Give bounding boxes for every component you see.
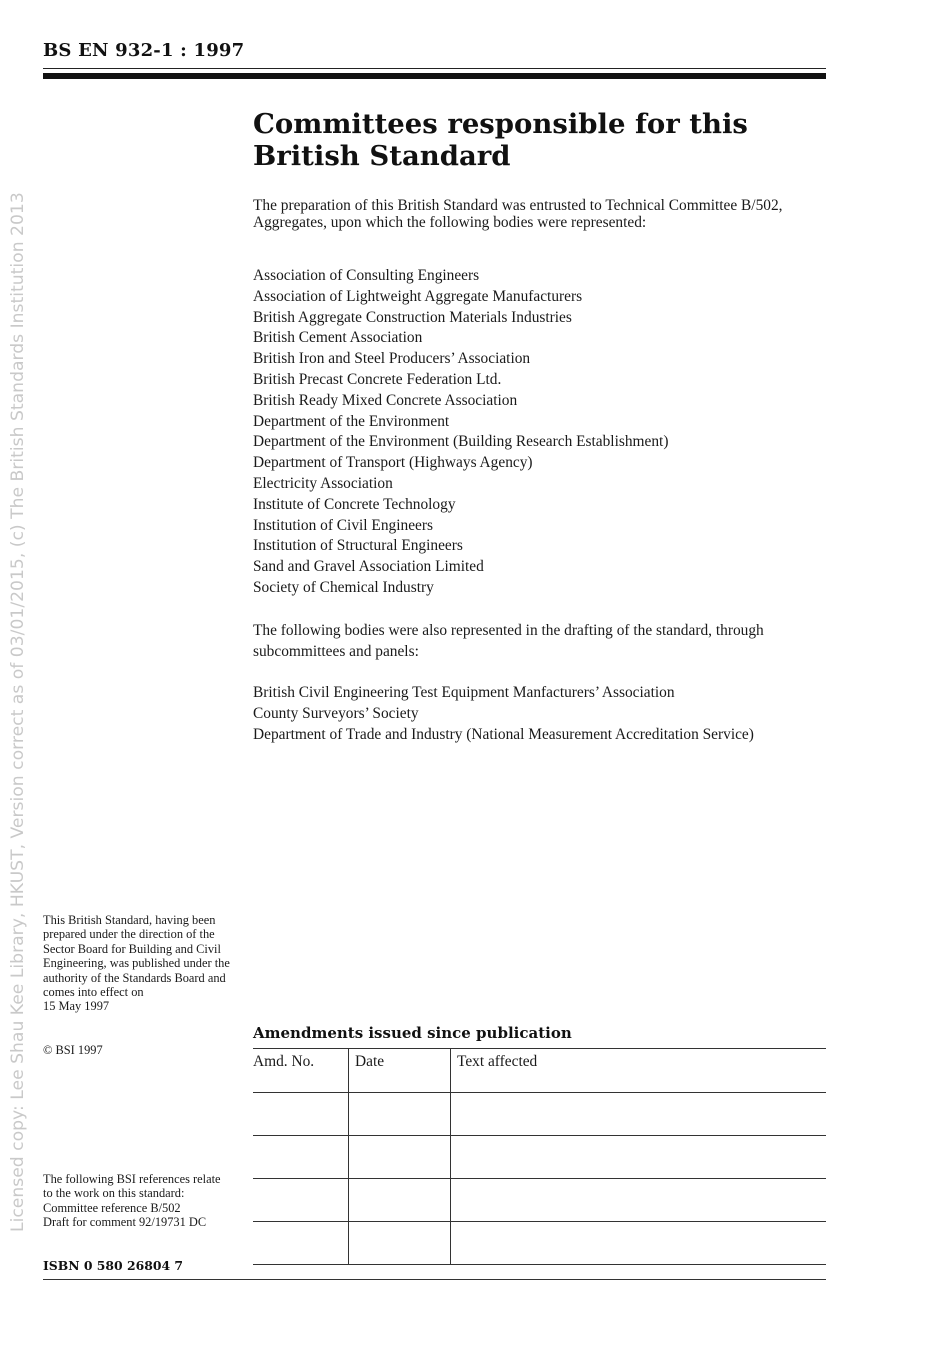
table-header-row (253, 1049, 826, 1093)
table-cell (451, 1093, 827, 1136)
table-row (253, 1179, 826, 1222)
list-item: British Precast Concrete Federation Ltd. (253, 370, 502, 388)
list-item: Association of Consulting Engineers (253, 267, 480, 284)
list-item: British Cement Association (253, 329, 423, 347)
list-item: Department of Trade and Industry (National Measurement Accreditation Service) (253, 725, 754, 743)
table-cell (349, 1136, 451, 1179)
table-cell (253, 1222, 349, 1265)
list-item: British Aggregate Construction Materials Industries (253, 308, 572, 326)
table-cell (349, 1222, 451, 1265)
committee-reference: Committee reference B/502 (43, 1200, 181, 1215)
header-rule-thick (43, 73, 826, 79)
table-cell (451, 1222, 827, 1265)
also-represented-paragraph: The following bodies were also represented in the drafting of the standard, through subcommittees and panels: (253, 622, 764, 660)
footer-rule (43, 1279, 826, 1280)
list-item: British Iron and Steel Producers’ Association (253, 350, 531, 368)
list-item: British Ready Mixed Concrete Association (253, 391, 518, 409)
amendments-title: Amendments issued since publication (253, 1024, 572, 1042)
column-header-text-affected: Text affected (451, 1049, 827, 1093)
table-cell (253, 1093, 349, 1136)
table-cell (253, 1179, 349, 1222)
license-watermark: Licensed copy: Lee Shau Kee Library, HKUST, Version correct as of 03/01/2015, (c) The British Standards Institution 2013 (8, 192, 28, 1232)
column-header-date: Date (349, 1049, 451, 1093)
header-rule-thin (43, 68, 826, 69)
table-cell (451, 1179, 827, 1222)
intro-paragraph: The preparation of this British Standard was entrusted to Technical Committee B/502, Aggregates, upon which the following bodies were represented: (253, 197, 783, 231)
list-item: County Surveyors’ Society (253, 704, 419, 722)
list-item: Sand and Gravel Association Limited (253, 558, 484, 576)
column-header-amd-no: Amd. No. (253, 1049, 349, 1093)
represented-bodies-list (253, 266, 833, 599)
table-cell (349, 1093, 451, 1136)
table-cell (253, 1136, 349, 1179)
also-represented-list (253, 683, 833, 745)
publication-note (43, 913, 233, 1014)
page-title (253, 108, 813, 172)
list-item: Society of Chemical Industry (253, 578, 434, 596)
table-cell (451, 1136, 827, 1179)
table-row (253, 1093, 826, 1136)
document-reference: BS EN 932-1 : 1997 (43, 40, 245, 61)
list-item: Department of the Environment (Building Research Establishment) (253, 433, 669, 451)
list-item: Electricity Association (253, 474, 393, 492)
effective-date: 15 May 1997 (43, 999, 110, 1014)
draft-reference: Draft for comment 92/19731 DC (43, 1215, 207, 1230)
list-item: Association of Lightweight Aggregate Manufacturers (253, 287, 583, 305)
list-item: Institution of Civil Engineers (253, 516, 433, 534)
table-row (253, 1136, 826, 1179)
table-row (253, 1222, 826, 1265)
publication-note-text: This British Standard, having been prepared under the direction of the Sector Board for Building and Civil Engineering, was published under the authority of the Standards Board and comes into effect on (43, 913, 230, 1000)
list-item: Department of Transport (Highways Agency) (253, 454, 533, 472)
bsi-references (43, 1172, 233, 1230)
list-item: British Civil Engineering Test Equipment Manfacturers’ Association (253, 684, 675, 701)
copyright-notice: © BSI 1997 (43, 1043, 103, 1057)
list-item: Institute of Concrete Technology (253, 495, 456, 513)
title-line-1: Committees responsible for this (253, 108, 748, 140)
references-intro: The following BSI references relate to the work on this standard: (43, 1172, 221, 1201)
table-cell (349, 1179, 451, 1222)
isbn: ISBN 0 580 26804 7 (43, 1258, 184, 1273)
title-line-2: British Standard (253, 140, 511, 172)
list-item: Department of the Environment (253, 412, 450, 430)
amendments-table (253, 1048, 826, 1265)
list-item: Institution of Structural Engineers (253, 537, 463, 555)
